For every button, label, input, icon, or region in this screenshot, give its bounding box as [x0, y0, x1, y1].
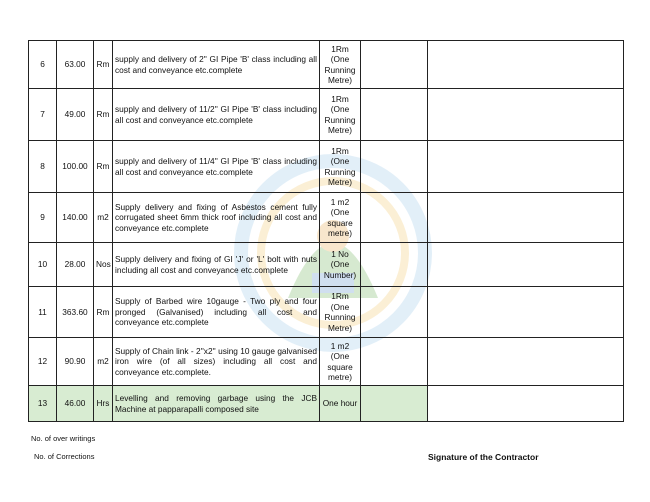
description-cell: supply and delivery of 11/4'' GI Pipe 'B' class including all cost and conveyance etc.complete — [113, 141, 320, 193]
unit-cell: Rm — [94, 141, 113, 193]
table-row — [29, 243, 624, 287]
description-cell: Supply delivery and fixing of Asbestos cement fully corrugated sheet 6mm thick roof including all cost and conveyance etc.complete — [113, 193, 320, 243]
description-cell: supply and delivery of 2'' GI Pipe 'B' class including all cost and conveyance etc.complete — [113, 41, 320, 89]
rate-cell — [361, 243, 428, 287]
unit-cell: Nos — [94, 243, 113, 287]
unit-cell: Rm — [94, 41, 113, 89]
per-unit-cell: 1Rm (One Running Metre) — [320, 89, 361, 141]
amount-cell — [428, 386, 624, 422]
quantity-cell: 140.00 — [57, 193, 94, 243]
quantity-cell: 49.00 — [57, 89, 94, 141]
amount-cell — [428, 141, 624, 193]
table-row — [29, 338, 624, 386]
item-number: 6 — [29, 41, 57, 89]
unit-cell: Hrs — [94, 386, 113, 422]
per-unit-cell: One hour — [320, 386, 361, 422]
rate-cell — [361, 287, 428, 338]
rate-cell — [361, 141, 428, 193]
rate-cell — [361, 193, 428, 243]
quantity-cell: 28.00 — [57, 243, 94, 287]
table-row — [29, 287, 624, 338]
unit-cell: Rm — [94, 287, 113, 338]
quantity-cell: 63.00 — [57, 41, 94, 89]
table-row — [29, 193, 624, 243]
per-unit-cell: 1 m2 (One square metre) — [320, 338, 361, 386]
item-number: 10 — [29, 243, 57, 287]
over-writings-label: No. of over writings — [31, 434, 96, 443]
item-number: 7 — [29, 89, 57, 141]
description-cell: Supply delivery and fixing of GI 'J' or 'L' bolt with nuts including all cost and conveyance etc.complete — [113, 243, 320, 287]
amount-cell — [428, 41, 624, 89]
rate-cell — [361, 338, 428, 386]
per-unit-cell: 1 No (One Number) — [320, 243, 361, 287]
description-cell: Supply of Chain link - 2''x2'' using 10 gauge galvanised iron wire (of all sizes) including all cost and conveyance etc.complete. — [113, 338, 320, 386]
item-number: 12 — [29, 338, 57, 386]
item-number: 11 — [29, 287, 57, 338]
amount-cell — [428, 287, 624, 338]
table-row — [29, 386, 624, 422]
quantity-cell: 90.90 — [57, 338, 94, 386]
item-number: 9 — [29, 193, 57, 243]
per-unit-cell: 1Rm (One Running Metre) — [320, 141, 361, 193]
amount-cell — [428, 243, 624, 287]
unit-cell: m2 — [94, 193, 113, 243]
unit-cell: m2 — [94, 338, 113, 386]
per-unit-cell: 1Rm (One Running Metre) — [320, 287, 361, 338]
amount-cell — [428, 193, 624, 243]
amount-cell — [428, 89, 624, 141]
quantity-cell: 46.00 — [57, 386, 94, 422]
rate-cell — [361, 89, 428, 141]
item-number: 8 — [29, 141, 57, 193]
quantity-cell: 363.60 — [57, 287, 94, 338]
unit-cell: Rm — [94, 89, 113, 141]
rate-cell — [361, 386, 428, 422]
description-cell: Supply of Barbed wire 10gauge - Two ply and four pronged (Galvanised) including all cost and conveyance etc.complete — [113, 287, 320, 338]
table-row — [29, 41, 624, 89]
per-unit-cell: 1Rm (One Running Metre) — [320, 41, 361, 89]
item-number: 13 — [29, 386, 57, 422]
contractor-signature-label: Signature of the Contractor — [428, 452, 539, 462]
corrections-label: No. of Corrections — [34, 452, 95, 461]
table-row — [29, 89, 624, 141]
amount-cell — [428, 338, 624, 386]
rate-cell — [361, 41, 428, 89]
table-row — [29, 141, 624, 193]
description-cell: Levelling and removing garbage using the JCB Machine at papparapalli composed site — [113, 386, 320, 422]
quantity-cell: 100.00 — [57, 141, 94, 193]
description-cell: supply and delivery of 11/2'' GI Pipe 'B' class including all cost and conveyance etc.complete — [113, 89, 320, 141]
bill-of-quantities-table — [28, 40, 624, 422]
per-unit-cell: 1 m2 (One square metre) — [320, 193, 361, 243]
